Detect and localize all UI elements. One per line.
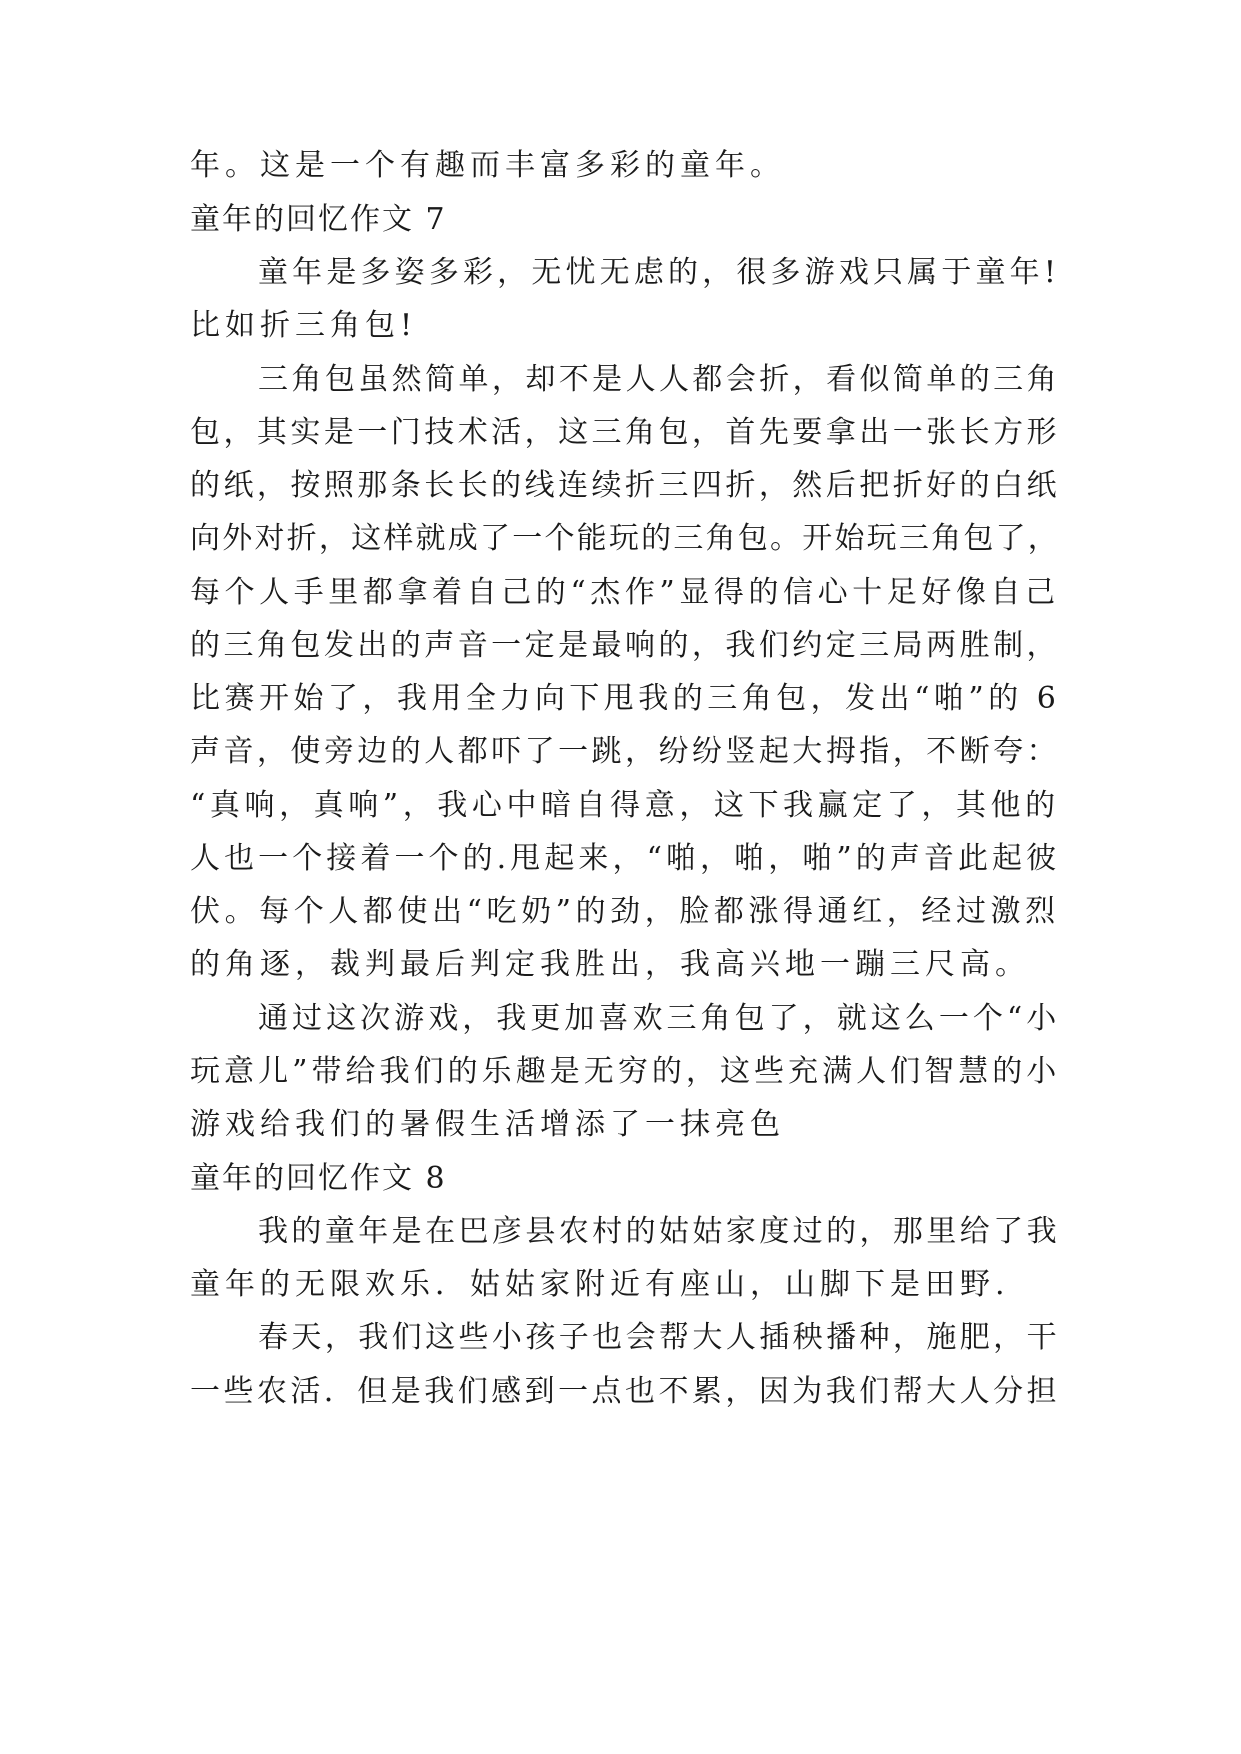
paragraph-line: 三角包虽然简单，却不是人人都会折，看似简单的三角 (258, 362, 1060, 397)
paragraph-line: 童年是多姿多彩，无忧无虑的，很多游戏只属于童年! (258, 255, 1061, 290)
paragraph-line: 游戏给我们的暑假生活增添了一抹亮色 (190, 1107, 785, 1142)
paragraph-line: 的纸，按照那条长长的线连续折三四折，然后把折好的白纸 (190, 468, 1060, 503)
paragraph-line: 我的童年是在巴彦县农村的姑姑家度过的，那里给了我 (258, 1214, 1060, 1249)
section-heading: 童年的回忆作文 8 (190, 1161, 447, 1196)
paragraph-line: 向外对折，这样就成了一个能玩的三角包。开始玩三角包了， (190, 521, 1060, 556)
paragraph-line: 人也一个接着一个的.甩起来，“啪，啪，啪”的声音此起彼 (190, 841, 1061, 876)
paragraph-line: 比如折三角包! (190, 308, 418, 343)
paragraph-line: 比赛开始了，我用全力向下甩我的三角包，发出“啪”的 6 (190, 681, 1061, 716)
paragraph-line: 包，其实是一门技术活，这三角包，首先要拿出一张长方形 (190, 415, 1060, 450)
paragraph-line: 每个人手里都拿着自己的“杰作”显得的信心十足好像自己 (190, 575, 1060, 610)
paragraph-line: 通过这次游戏，我更加喜欢三角包了，就这么一个“小 (258, 1001, 1061, 1036)
paragraph-line: 春天，我们这些小孩子也会帮大人插秧播种，施肥，干 (258, 1320, 1060, 1355)
paragraph-line: 的三角包发出的声音一定是最响的，我们约定三局两胜制， (190, 628, 1060, 663)
paragraph-line: 童年的无限欢乐．姑姑家附近有座山，山脚下是田野. (190, 1267, 1010, 1302)
paragraph-line: “真响，真响”，我心中暗自得意，这下我赢定了，其他的 (190, 788, 1060, 823)
paragraph-line: 年。这是一个有趣而丰富多彩的童年。 (190, 148, 785, 183)
paragraph-line: 声音，使旁边的人都吓了一跳，纷纷竖起大拇指，不断夸： (190, 734, 1060, 769)
paragraph-line: 的角逐，裁判最后判定我胜出，我高兴地一蹦三尺高。 (190, 947, 1030, 982)
section-heading: 童年的回忆作文 7 (190, 202, 447, 237)
paragraph-line: 一些农活．但是我们感到一点也不累，因为我们帮大人分担 (190, 1374, 1060, 1409)
paragraph-line: 玩意儿”带给我们的乐趣是无穷的，这些充满人们智慧的小 (190, 1054, 1061, 1089)
paragraph-line: 伏。每个人都使出“吃奶”的劲，脸都涨得通红，经过激烈 (190, 894, 1060, 929)
